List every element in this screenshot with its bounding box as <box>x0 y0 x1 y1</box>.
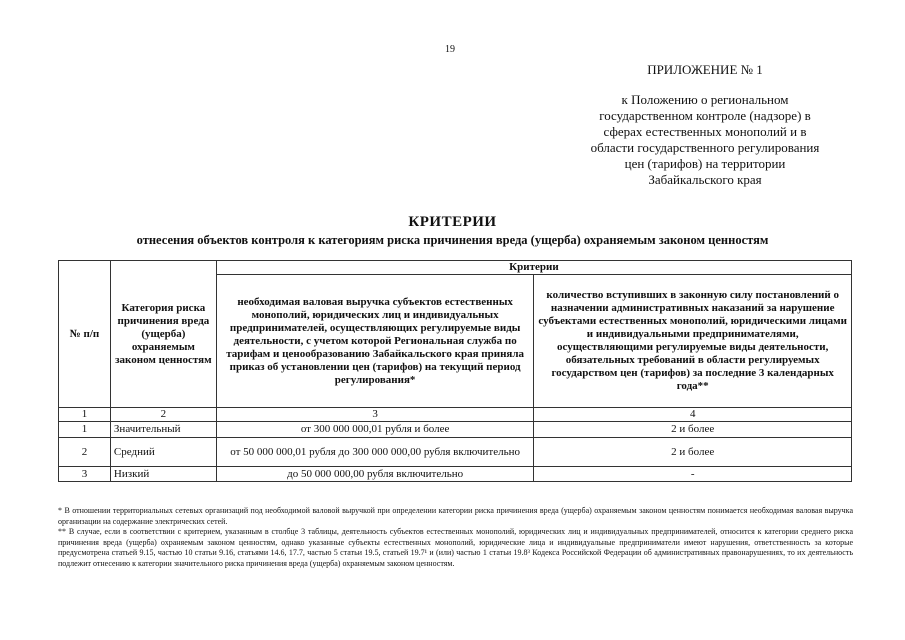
appendix-line: к Положению о региональном <box>621 92 789 107</box>
page-number: 19 <box>445 44 455 55</box>
footnote: ** В случае, если в соответствии с критерием, указанным в столбце 3 таблицы, деятельность субъектов естественных монополий, юридических лиц и индивидуальных предпринимателей, относится к категории среднего риска причинения вреда (ущерба) охраняемым законом ценностям, однако указанные субъекты естественных монополий, юридические лица и индивидуальные предприниматели имеют нарушения, ответственность за которые предусмотрена статьей 9.15, частью 10 статьи 9.16, статьями 14.6, 17.7, частью 5 статьи 19.5, статьей 19.7¹ и (или) частью 1 статьи 19.8³ Кодекса Российской Федерации об административных правонарушениях, то их деятельность подлежит отнесению к категории значительного риска причинения вреда (ущерба) охраняемым законом ценностям. <box>58 527 853 568</box>
table-row <box>59 422 852 438</box>
header-num: № п/п <box>59 261 111 408</box>
footnotes <box>58 506 853 569</box>
table-index-row <box>59 408 852 422</box>
header-violations: количество вступивших в законную силу постановлений о назначении административных наказаний за нарушение субъектами естественных монополий, юридическими лицами и индивидуальными предпринимателями, осуществляющими регулируемые виды деятельности, обязательных требований в области регулируемых государством цен (тарифов) за последние 3 календарных года** <box>534 275 852 408</box>
appendix-title: ПРИЛОЖЕНИЕ № 1 <box>647 62 763 77</box>
row-violations: 2 и более <box>534 422 852 438</box>
appendix-line: области государственного регулирования <box>590 140 820 155</box>
appendix-line: сферах естественных монополий и в <box>603 124 807 139</box>
row-violations: - <box>534 467 852 482</box>
row-category: Низкий <box>110 467 216 482</box>
row-category: Значительный <box>110 422 216 438</box>
row-violations: 2 и более <box>534 438 852 467</box>
row-revenue: до 50 000 000,00 рубля включительно <box>216 467 534 482</box>
appendix-line: государственном контроле (надзоре) в <box>599 108 811 123</box>
appendix-header <box>560 62 850 188</box>
row-num: 1 <box>59 422 111 438</box>
header-revenue: необходимая валовая выручка субъектов естественных монополий, юридических лиц и индивидуальных предпринимателей, осуществляющих регулируемые виды деятельности, с учетом которой Региональная служба по тарифам и ценообразованию Забайкальского края приняла приказ об установлении цен (тарифов) на текущий период регулирования* <box>216 275 534 408</box>
table-row <box>59 438 852 467</box>
header-category: Категория риска причинения вреда (ущерба) охраняемым законом ценностям <box>110 261 216 408</box>
index-cell: 4 <box>534 408 852 422</box>
criteria-title: КРИТЕРИИ <box>408 214 497 230</box>
table-header-row <box>59 261 852 275</box>
appendix-line: цен (тарифов) на территории <box>624 156 786 171</box>
criteria-table <box>58 260 852 482</box>
footnote: * В отношении территориальных сетевых организаций под необходимой валовой выручкой при определении категории риска причинения вреда (ущерба) охраняемым законом ценностям понимается необходимая валовая выручка организации на содержание электрических сетей. <box>58 506 853 526</box>
table-row <box>59 467 852 482</box>
row-num: 2 <box>59 438 111 467</box>
row-category: Средний <box>110 438 216 467</box>
index-cell: 2 <box>110 408 216 422</box>
index-cell: 1 <box>59 408 111 422</box>
criteria-subtitle: отнесения объектов контроля к категориям риска причинения вреда (ущерба) охраняемым законом ценностям <box>136 233 769 247</box>
row-revenue: от 50 000 000,01 рубля до 300 000 000,00 рубля включительно <box>216 438 534 467</box>
index-cell: 3 <box>216 408 534 422</box>
appendix-line: Забайкальского края <box>648 172 762 187</box>
row-revenue: от 300 000 000,01 рубля и более <box>216 422 534 438</box>
row-num: 3 <box>59 467 111 482</box>
header-criteria: Критерии <box>216 261 851 275</box>
